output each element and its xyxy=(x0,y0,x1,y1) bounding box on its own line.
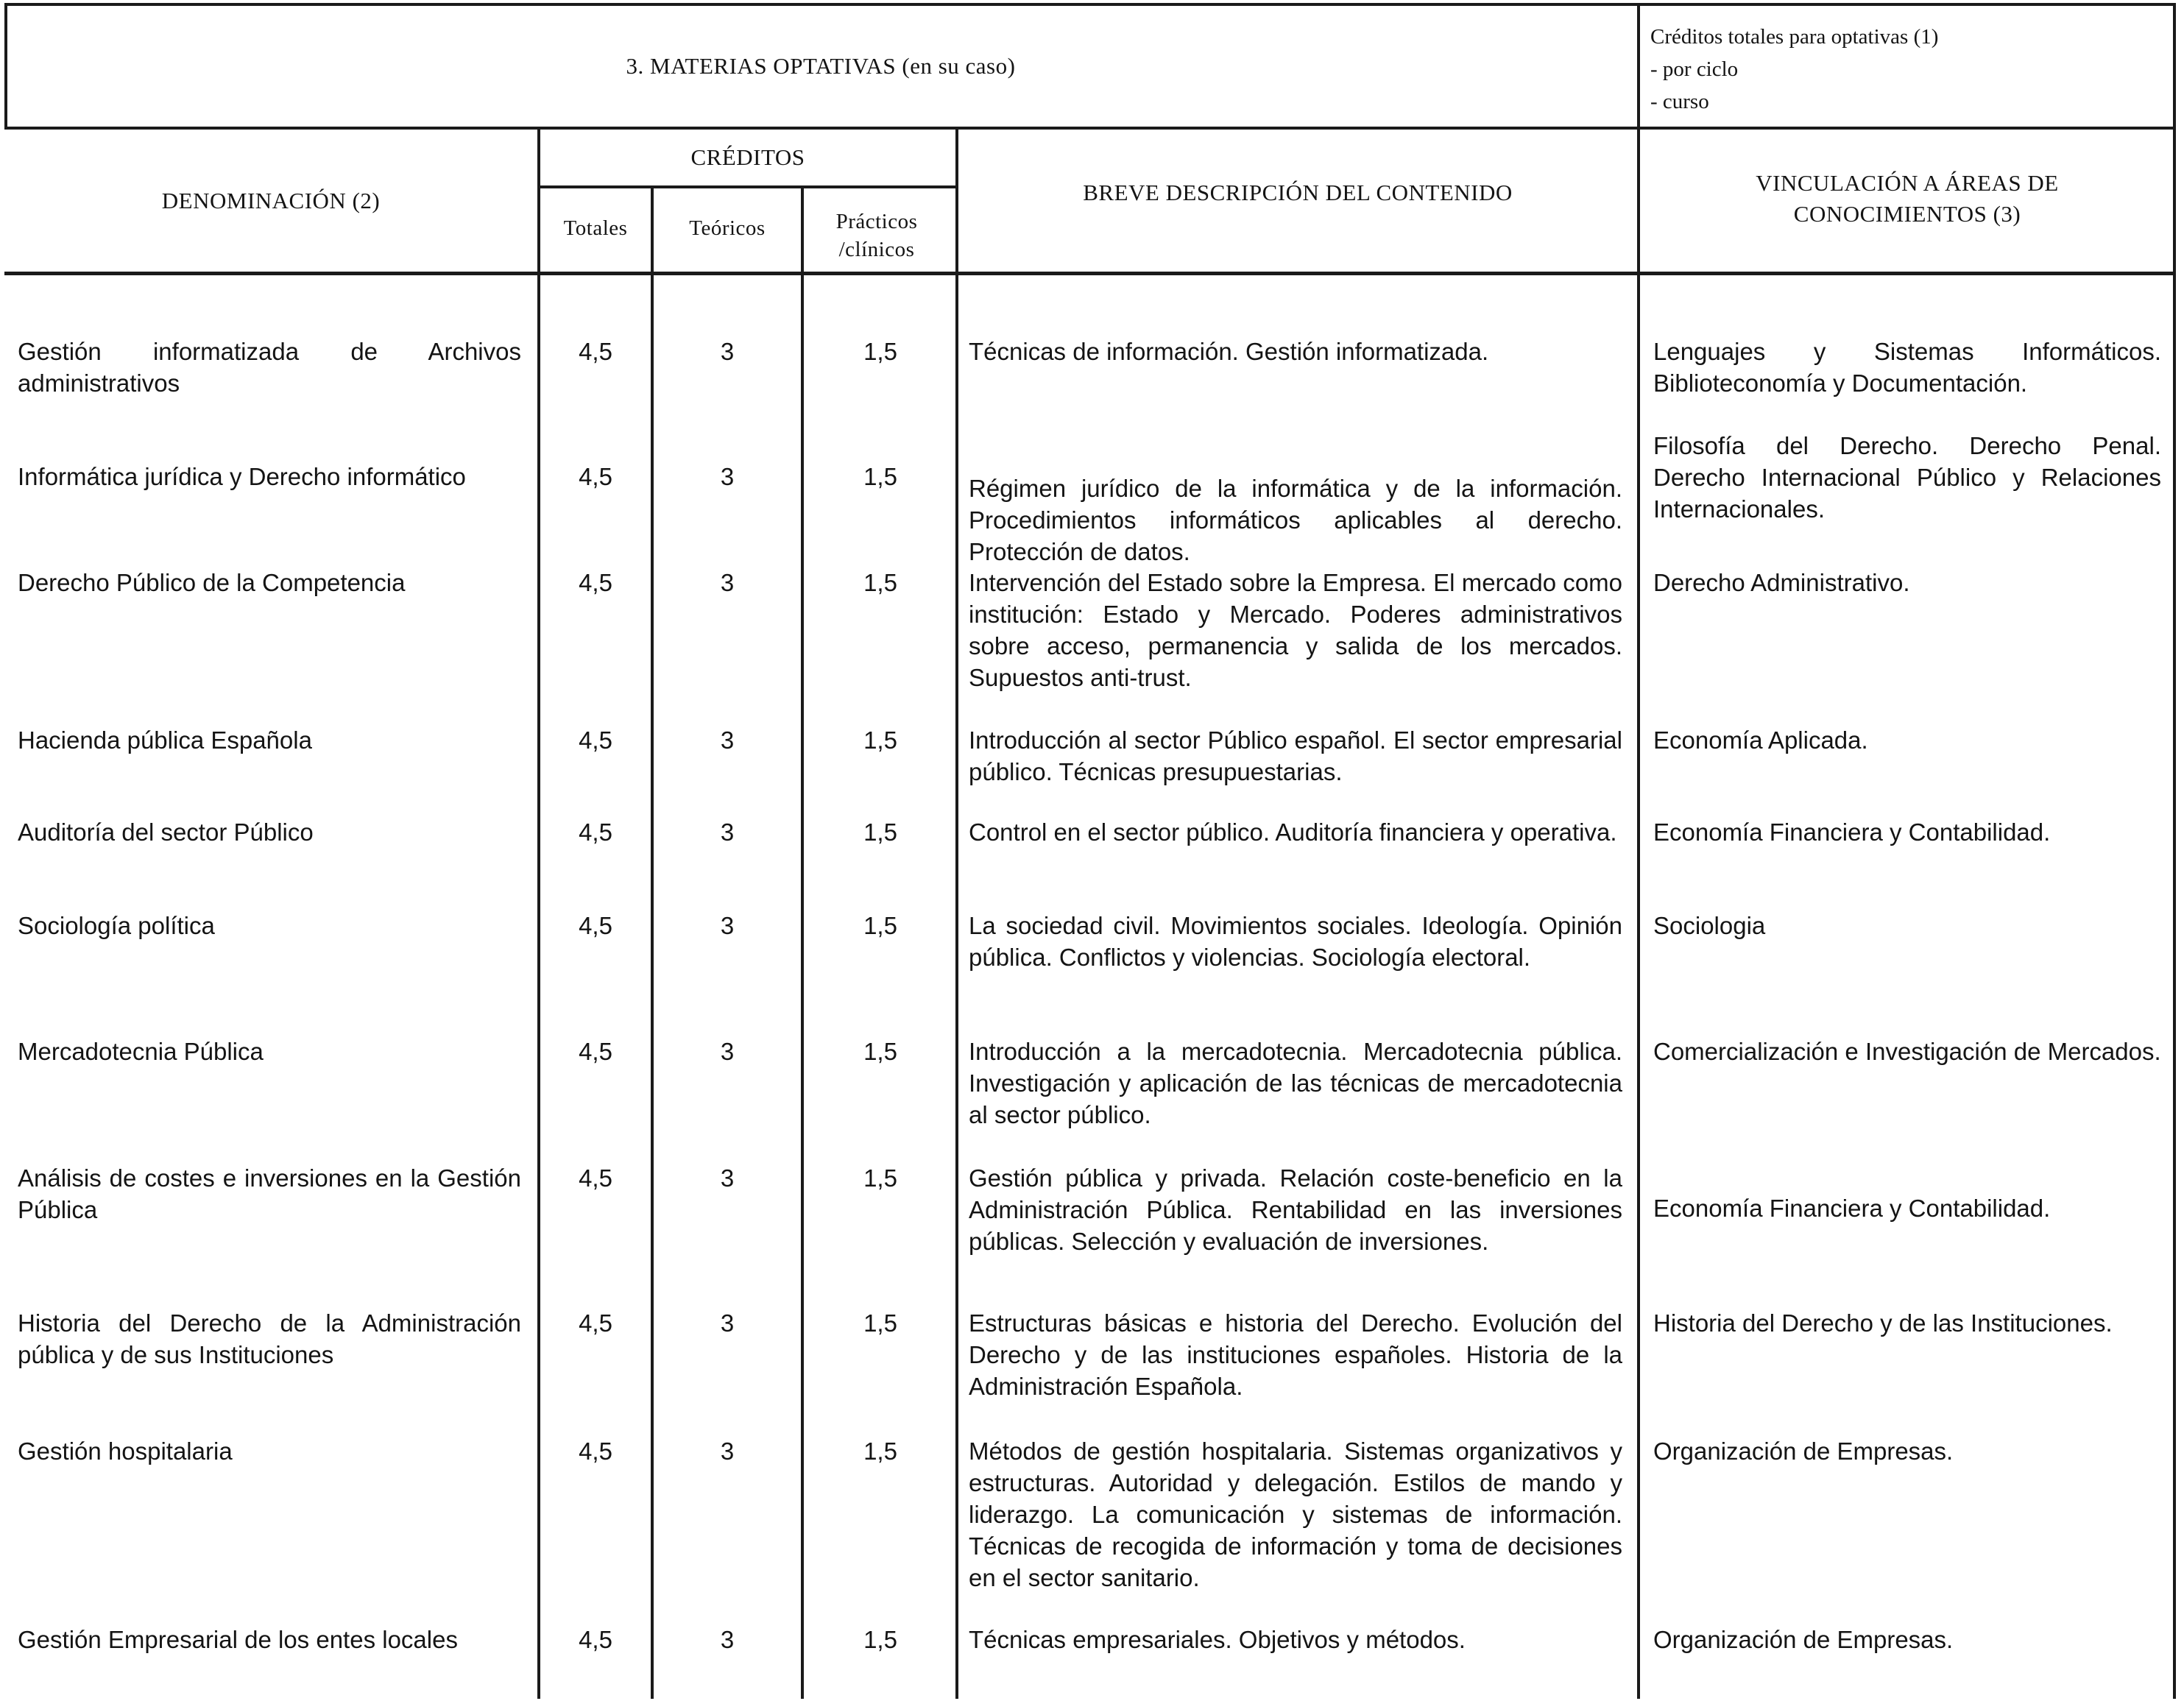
row-areas: Economía Financiera y Contabilidad. xyxy=(1653,1195,2051,1222)
row-teoricos: 3 xyxy=(720,463,735,490)
row-teoricos: 3 xyxy=(720,818,735,846)
row-totales: 4,5 xyxy=(579,338,612,365)
row-practicos: 1,5 xyxy=(863,1038,897,1065)
credits-total-box xyxy=(1650,21,2158,118)
row-totales: 4,5 xyxy=(579,1164,612,1192)
row-totales: 4,5 xyxy=(579,912,612,939)
row-descripcion: Métodos de gestión hospitalaria. Sistemas organizativos y estructuras. Autoridad y delegación. Estilos de mando y liderazgo. La comunicación y sistemas de información. Técnicas de recogida de información y toma de decisiones en el sector sanitario. xyxy=(969,1437,1622,1591)
column-line xyxy=(651,187,654,1699)
row-descripcion: Régimen jurídico de la informática y de la información. Procedimientos informáticos aplicables al derecho. Protección de datos. xyxy=(969,475,1622,565)
row-areas: Derecho Administrativo. xyxy=(1653,569,1910,596)
header-creditos: CRÉDITOS xyxy=(690,144,805,170)
row-practicos: 1,5 xyxy=(863,1626,897,1653)
row-name: Sociología política xyxy=(18,912,215,939)
row-name: Derecho Público de la Competencia xyxy=(18,569,406,596)
row-descripcion: Estructuras básicas e historia del Derecho. Evolución del Derecho y de las instituciones españoles. Historia de la Administración Española. xyxy=(969,1309,1622,1400)
row-teoricos: 3 xyxy=(720,338,735,365)
header-denominacion: DENOMINACIÓN (2) xyxy=(161,188,381,213)
row-practicos: 1,5 xyxy=(863,463,897,490)
row-areas: Filosofía del Derecho. Derecho Penal. Derecho Internacional Público y Relaciones Internacionales. xyxy=(1653,432,2161,523)
row-totales: 4,5 xyxy=(579,569,612,596)
row-areas: Economía Aplicada. xyxy=(1653,726,1868,754)
row-name: Gestión hospitalaria xyxy=(18,1437,233,1465)
section-header-divider xyxy=(1637,3,1640,130)
row-practicos: 1,5 xyxy=(863,726,897,754)
row-descripcion: Intervención del Estado sobre la Empresa. El mercado como institución: Estado y Mercado. Poderes administrativos sobre acceso, permanencia y salida de los mercados. Supuestos anti-trust. xyxy=(969,569,1622,691)
column-line xyxy=(801,187,804,1699)
row-areas: Comercialización e Investigación de Mercados. xyxy=(1653,1038,2161,1065)
row-teoricos: 3 xyxy=(720,912,735,939)
row-totales: 4,5 xyxy=(579,818,612,846)
row-teoricos: 3 xyxy=(720,1038,735,1065)
row-name: Gestión Empresarial de los entes locales xyxy=(18,1626,458,1653)
column-line xyxy=(955,130,958,1699)
row-name: Informática jurídica y Derecho informático xyxy=(18,463,466,490)
row-teoricos: 3 xyxy=(720,726,735,754)
row-descripcion: Introducción a la mercadotecnia. Mercadotecnia pública. Investigación y aplicación de las técnicas de mercadotecnia al sector público. xyxy=(969,1038,1622,1128)
row-totales: 4,5 xyxy=(579,463,612,490)
row-descripcion: Gestión pública y privada. Relación coste-beneficio en la Administración Pública. Rentabilidad en las inversiones públicas. Selección y evaluación de inversiones. xyxy=(969,1164,1622,1255)
row-practicos: 1,5 xyxy=(863,338,897,365)
row-practicos: 1,5 xyxy=(863,1164,897,1192)
credits-per-course-line: - curso xyxy=(1650,90,1709,113)
header-practicos: Prácticos /clínicos xyxy=(835,210,918,261)
row-teoricos: 3 xyxy=(720,1437,735,1465)
row-practicos: 1,5 xyxy=(863,912,897,939)
column-line xyxy=(2173,130,2176,1699)
header-vinculacion: VINCULACIÓN A ÁREAS DE CONOCIMIENTOS (3) xyxy=(1756,170,2059,227)
row-name: Gestión informatizada de Archivos administrativos xyxy=(18,338,521,397)
row-totales: 4,5 xyxy=(579,1437,612,1465)
row-totales: 4,5 xyxy=(579,1038,612,1065)
row-practicos: 1,5 xyxy=(863,818,897,846)
header-descripcion: BREVE DESCRIPCIÓN DEL CONTENIDO xyxy=(1083,180,1513,205)
row-name: Historia del Derecho de la Administración pública y de sus Instituciones xyxy=(18,1309,521,1368)
row-areas: Sociologia xyxy=(1653,912,1766,939)
row-descripcion: Técnicas de información. Gestión informatizada. xyxy=(969,338,1489,365)
header-teoricos: Teóricos xyxy=(689,216,766,240)
row-totales: 4,5 xyxy=(579,1626,612,1653)
header-totales: Totales xyxy=(563,216,628,240)
row-teoricos: 3 xyxy=(720,569,735,596)
row-teoricos: 3 xyxy=(720,1626,735,1653)
row-practicos: 1,5 xyxy=(863,1437,897,1465)
column-line xyxy=(1637,130,1640,1699)
row-areas: Historia del Derecho y de las Instituciones. xyxy=(1653,1309,2113,1337)
row-name: Auditoría del sector Público xyxy=(18,818,314,846)
optativas-table xyxy=(4,3,2176,1699)
row-descripcion: Control en el sector público. Auditoría financiera y operativa. xyxy=(969,818,1617,846)
section-title: 3. MATERIAS OPTATIVAS (en su caso) xyxy=(626,53,1016,79)
credits-total-line: Créditos totales para optativas (1) xyxy=(1650,25,1939,49)
row-areas: Organización de Empresas. xyxy=(1653,1437,1954,1465)
row-name: Análisis de costes e inversiones en la Gestión Pública xyxy=(18,1164,521,1223)
row-descripcion: La sociedad civil. Movimientos sociales. Ideología. Opinión pública. Conflictos y violencias. Sociología electoral. xyxy=(969,912,1622,971)
row-totales: 4,5 xyxy=(579,1309,612,1337)
row-areas: Lenguajes y Sistemas Informáticos. Biblioteconomía y Documentación. xyxy=(1653,338,2161,397)
row-teoricos: 3 xyxy=(720,1309,735,1337)
row-areas: Economía Financiera y Contabilidad. xyxy=(1653,818,2051,846)
row-totales: 4,5 xyxy=(579,726,612,754)
row-descripcion: Técnicas empresariales. Objetivos y métodos. xyxy=(969,1626,1466,1653)
row-name: Hacienda pública Española xyxy=(18,726,312,754)
row-teoricos: 3 xyxy=(720,1164,735,1192)
row-name: Mercadotecnia Pública xyxy=(18,1038,264,1065)
row-practicos: 1,5 xyxy=(863,1309,897,1337)
row-practicos: 1,5 xyxy=(863,569,897,596)
credits-per-cycle-line: - por ciclo xyxy=(1650,57,1739,81)
row-areas: Organización de Empresas. xyxy=(1653,1626,1954,1653)
row-descripcion: Introducción al sector Público español. El sector empresarial público. Técnicas presupuestarias. xyxy=(969,726,1622,785)
